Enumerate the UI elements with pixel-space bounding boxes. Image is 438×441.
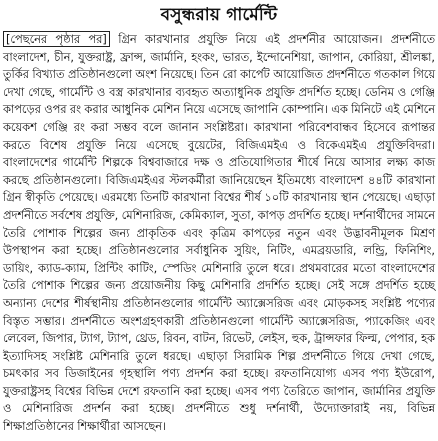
article-body-text: গ্রিন কারখানার প্রযুক্তি নিয়ে এই প্রদর্শনীর আয়োজন। প্রদর্শনীতে বাংলাদেশ, চীন, যুক্তরাষ্ট্র, ফ্রান্স, জার্মানি, হংকং, ভারত, ইন্দোনেশিয়া, জাপান, কোরিয়া, শ্রীলঙ্কা, তুর্কির বিখ্যাত প্রতিষ্ঠানগুলো অংশ নিয়েছে। তিন রো কার্পেট আয়োজিত প্রদর্শনীতে গতকাল গিয়ে দেখা গেছে, গার্মেন্টি ও বস্ত্র কারখানার ব্যবহৃত অত্যাধুনিক প্রযুক্তি প্রদর্শিত হচ্ছে। ডেনিম ও গেঞ্জি কাপড়ের ওপর রং করার আধুনিক মেশিন নিয়ে এসেছে জাপানি কোম্পানি। এক মিনিটে এই মেশিনে কয়েকশ গেঞ্জি রং করা সম্ভব বলে জানান সংশ্লিষ্টরা। কারখানা পরিবেশবান্ধব হিসেবে রূপান্তর করতে বিশেষ প্রযুক্তি নিয়ে এসেছে বুয়েটের, বিজিএমইএ ও বিকেএমইএ প্রযুক্তিবিদরা। বাংলাদেশের গার্মেন্টি শিল্পকে বিশ্ববাজারে দক্ষ ও প্রতিযোগিতার শীর্ষে নিয়ে আসার লক্ষ্য কাজ করছে প্রতিষ্ঠানগুলো। বিজিএমইএর স্টলকর্মীরা জানিয়েছেন ইতিমধ্যে বাংলাদেশ ৪৪টি কারখানা গ্রিন স্বীকৃতি পেয়েছে। এরমধ্যে তিনটি কারখানা বিশ্বের শীর্ষ ১০টি কারখানায় স্থান পেয়েছে। এছাড়া প্রদর্শনীতে সর্বশেষ প্রযুক্তি, মেশিনারিজ, কেমিক্যাল, সুতা, কাপড় প্রদর্শিত হচ্ছে। দর্শনার্থীদের সামনে তৈরি পোশাক শিল্পের জন্য প্রাকৃতিক এবং কৃত্রিম কাপড়ের নতুন এবং উদ্ভাবনীমূলক মিশ্রণ উপস্থাপন করা হচ্ছে। প্রতিষ্ঠানগুলোর সর্বাধুনিক সুয়িং, নিটিং, এমব্রয়ডারি, লন্ড্রি, ফিনিশিং, ডায়িং, ক্যাড-ক্যাম, প্রিন্টিং কাটিং, স্পেডিং মেশিনারি তুলে ধরে। প্রথমবারের মতো বাংলাদেশের তৈরি পোশাক শিল্পের জন্য প্রয়োজনীয় কিছু মেশিনারি প্রদর্শিত হচ্ছে। সেই সঙ্গে প্রদর্শিত হচ্ছে অন্যান্য দেশের শীর্ষস্থানীয় প্রতিষ্ঠানগুলোর গার্মেন্টি অ্যাক্সেসরিজ এবং মোড়কসহ সংশ্লিষ্ট পণ্যের বিস্তৃত সম্ভার। প্রদর্শনীতে অংশগ্রহণকারী প্রতিষ্ঠানগুলো গার্মেন্টি অ্যাক্সেসরিজ, প্যাকেজিং এবং লেবেল, জিপার, ট্যাগ, ট্যাপ, থ্রেড, রিবন, বাটন, রিভেট, লেইস, হুক, ট্রান্সফার ফিল্ম, পেপার, হক ইত্যাদিসহ সংশ্লিষ্ট মেশিনারি তুলে ধরছে। এছাড়া সিরামিক শিল্প প্রদর্শনীতে গিয়ে দেখা গেছে, চমৎকার সব ডিজাইনের গৃহস্থালি পণ্য প্রদর্শন করা হচ্ছে। রফতানিযোগ্য এসব পণ্য ইউরোপ, যুক্তরাষ্ট্রসহ বিশ্বের বিভিন্ন দেশে রফতানি করা হচ্ছে। এসব পণ্য তৈরিতে জাপান, জার্মানির প্রযুক্তি ও মেশিনারিজ প্রদর্শন করা হচ্ছে। প্রদর্শনীতে শুধু দর্শনার্থী, উদ্যোক্তারাই নয়, বিভিন্ন শিক্ষাপ্রতিষ্ঠানের শিক্ষার্থীরা আসছেন। — [3, 32, 435, 434]
article-body — [3, 31, 435, 436]
continued-from-label: [পেছনের পৃষ্ঠার পর] — [3, 31, 110, 47]
article-headline: বসুন্ধরায় গার্মেন্টি — [160, 5, 278, 25]
